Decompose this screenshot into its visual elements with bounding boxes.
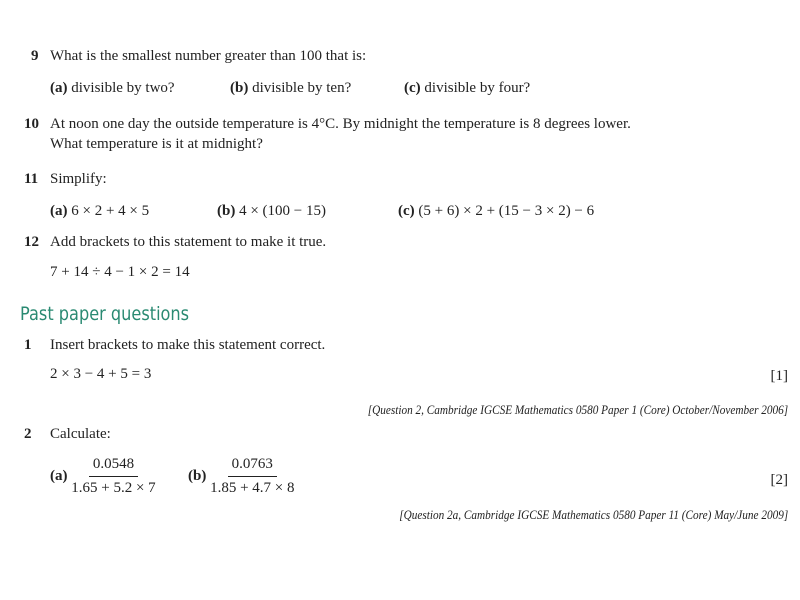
marks: [1]	[770, 368, 788, 384]
part-text: 6 × 2 + 4 × 5	[71, 203, 150, 219]
part-text: 4 × (100 − 15)	[239, 203, 327, 219]
question-text: Add brackets to this statement to make it true.	[50, 234, 327, 250]
denominator: 1.85 + 4.7 × 8	[210, 480, 295, 496]
fraction-part-a	[50, 456, 156, 497]
fraction-part-b	[188, 456, 295, 497]
numerator: 0.0548	[89, 456, 138, 477]
question-part	[404, 80, 530, 97]
question-text: At noon one day the outside temperature is 4°C. By midnight the temperature is 8 degrees lower.	[50, 116, 631, 132]
part-label: (a)	[50, 80, 68, 96]
source-citation: [Question 2, Cambridge IGCSE Mathematics 0580 Paper 1 (Core) October/November 2006]	[367, 403, 788, 417]
part-text: divisible by ten?	[252, 80, 352, 96]
marks: [2]	[770, 472, 788, 488]
part-text: divisible by two?	[71, 80, 175, 96]
part-label: (a)	[50, 203, 68, 219]
question-number: 1	[24, 337, 32, 353]
question-part	[50, 80, 175, 97]
part-text: divisible by four?	[424, 80, 531, 96]
part-text: (5 + 6) × 2 + (15 − 3 × 2) − 6	[418, 203, 595, 219]
question-part	[230, 80, 351, 97]
question-text: What is the smallest number greater than 100 that is:	[50, 48, 367, 64]
section-heading: Past paper questions	[20, 303, 190, 325]
source-citation: [Question 2a, Cambridge IGCSE Mathematics 0580 Paper 11 (Core) May/June 2009]	[398, 508, 788, 522]
question-text: Insert brackets to make this statement correct.	[50, 337, 326, 353]
question-number: 9	[31, 48, 39, 64]
question-part	[50, 203, 149, 220]
question-text: What temperature is it at midnight?	[50, 136, 263, 152]
part-label: (a)	[50, 467, 68, 484]
question-number: 12	[24, 234, 39, 250]
part-label: (b)	[230, 80, 249, 96]
question-text: Simplify:	[50, 171, 107, 187]
part-label: (c)	[398, 203, 415, 219]
numerator: 0.0763	[228, 456, 277, 477]
part-label: (b)	[188, 467, 207, 484]
question-number: 10	[24, 116, 39, 132]
question-number: 11	[24, 171, 39, 187]
denominator: 1.65 + 5.2 × 7	[71, 480, 156, 496]
question-text: Calculate:	[50, 426, 111, 442]
fraction	[210, 456, 294, 497]
fraction	[71, 456, 155, 497]
question-number: 2	[24, 426, 32, 442]
expression: 7 + 14 ÷ 4 − 1 × 2 = 14	[50, 264, 190, 280]
expression: 2 × 3 − 4 + 5 = 3	[50, 366, 152, 382]
question-part	[398, 203, 594, 220]
question-part	[217, 203, 326, 220]
part-label: (c)	[404, 80, 421, 96]
part-label: (b)	[217, 203, 236, 219]
